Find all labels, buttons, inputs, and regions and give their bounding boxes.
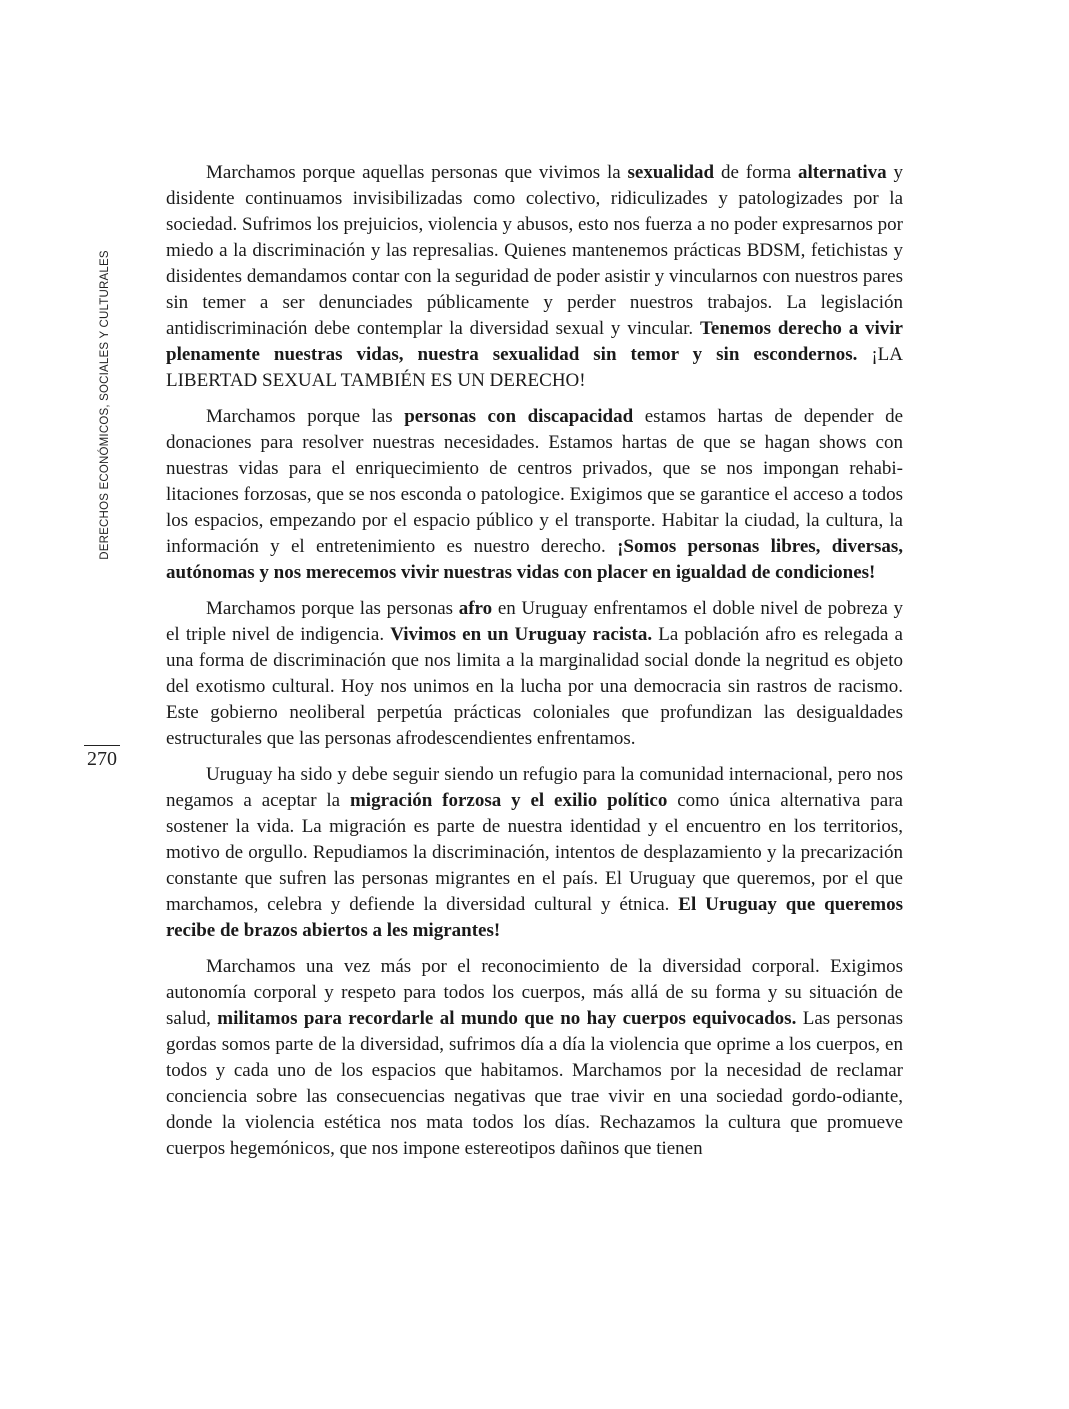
text-run: Marchamos porque las [206, 406, 405, 427]
running-header: DERECHOS ECONÓMICOS, SOCIALES Y CULTURALES [99, 250, 111, 560]
paragraph [166, 404, 903, 586]
text-run: en Uruguay enfrentamos el doble nivel de pobreza y el triple nivel de indigencia. [166, 598, 903, 645]
paragraph [166, 160, 903, 394]
body-text [166, 160, 903, 1162]
text-run: Marchamos una vez más por el reconocimiento de la diversidad corporal. Exigimos autonomía corporal y respeto para todos los cuerpos, más allá de su forma y su situación de salud, [166, 956, 903, 1029]
text-run: La población afro es relegada a una forma de discriminación que nos limita a la marginalidad social donde la negritud es objeto del exotismo cultural. Hoy nos unimos en la lucha por una democracia sin rastros de racismo. Este gobierno neoliberal perpetúa prácticas coloniales que profundizan las desigualdades estructurales que las personas afrodescendientes enfrentamos. [166, 624, 903, 749]
text-run: Uruguay ha sido y debe seguir siendo un refugio para la comunidad internacional, pero nos negamos a aceptar la [166, 764, 903, 811]
bold-text: afro [458, 598, 493, 619]
bold-text: militamos para recordarle al mundo que no hay cuerpos equivocados. [217, 1008, 797, 1029]
text-run: y disidente continuamos invisibilizadas como colectivo, ridiculizades y patologizades por la sociedad. Sufrimos los prejuicios, violencia y abusos, esto nos fuerza a no poder expresarnos por miedo a la discriminación y las represalias. Quienes mantenemos prácticas BDSM, fetichistas y disidentes demandamos contar con la seguridad de poder asistir y vincularnos con nuestros pares sin temer a ser denunciades públicamente y perder nuestros trabajos. La legislación antidiscriminación debe contemplar la diversidad sexual y vincular. [166, 162, 903, 339]
bold-text: ¡Somos personas libres, diversas, autónomas y nos merecemos vivir nuestras vidas con placer en igualdad de condiciones! [166, 536, 903, 583]
text-run: estamos hartas de depender de donaciones para resolver nuestras necesidades. Estamos hartas de que se hagan shows con nuestras vidas para el enriquecimiento de centros privados, que se nos impongan rehabilitaciones forzosas, que se nos esconda o patologice. Exigimos que se garantice el acceso a todos los espacios, empezando por el espacio público y el transporte. Habitar la ciudad, la cultura, la información y el entretenimiento es nuestro derecho. [166, 406, 904, 557]
text-run: Marchamos porque aquellas personas que vivimos la [206, 162, 628, 183]
paragraph [166, 954, 903, 1162]
paragraph [166, 596, 903, 752]
text-run: Las personas gordas somos parte de la diversidad, sufrimos día a día la violencia que oprime a los cuerpos, en todos y cada uno de los espacios que habitamos. Marchamos por la necesidad de reclamar conciencia sobre las consecuencias negativas que trae vivir en una sociedad gordo-odiante, donde la violencia estética nos mata todos los días. Rechazamos la cultura que promueve cuerpos hegemónicos, que nos impone estereotipos dañinos que tienen [166, 1008, 904, 1159]
paragraph [166, 762, 903, 944]
bold-text: sexualidad [627, 162, 715, 183]
text-run: Marchamos porque las personas [206, 598, 459, 619]
text-run: ¡LA LIBERTAD SEXUAL TAMBIÉN ES UN DERECHO! [166, 344, 903, 391]
bold-text: Vivimos en un Uruguay racista. [390, 624, 653, 645]
page-number: 270 [84, 745, 120, 771]
bold-text: migración forzosa y el exilio político [349, 790, 668, 811]
bold-text: Tenemos derecho a vivir plenamente nuestras vidas, nuestra sexualidad sin temor y sin escondernos. [166, 318, 903, 365]
bold-text: alternativa [797, 162, 887, 183]
bold-text: personas con discapacidad [404, 406, 634, 427]
bold-text: El Uruguay que queremos recibe de brazos abiertos a les migrantes! [166, 894, 903, 941]
text-run: como única alternativa para sostener la vida. La migración es parte de nuestra identidad y el encuentro en los territorios, motivo de orgullo. Repudiamos la discriminación, intentos de desplazamiento y la precarización constante que sufren las personas migrantes en el país. El Uruguay que queremos, por el que marchamos, celebra y defiende la diversidad cultural y étnica. [166, 790, 903, 915]
text-run: de forma [714, 162, 798, 183]
